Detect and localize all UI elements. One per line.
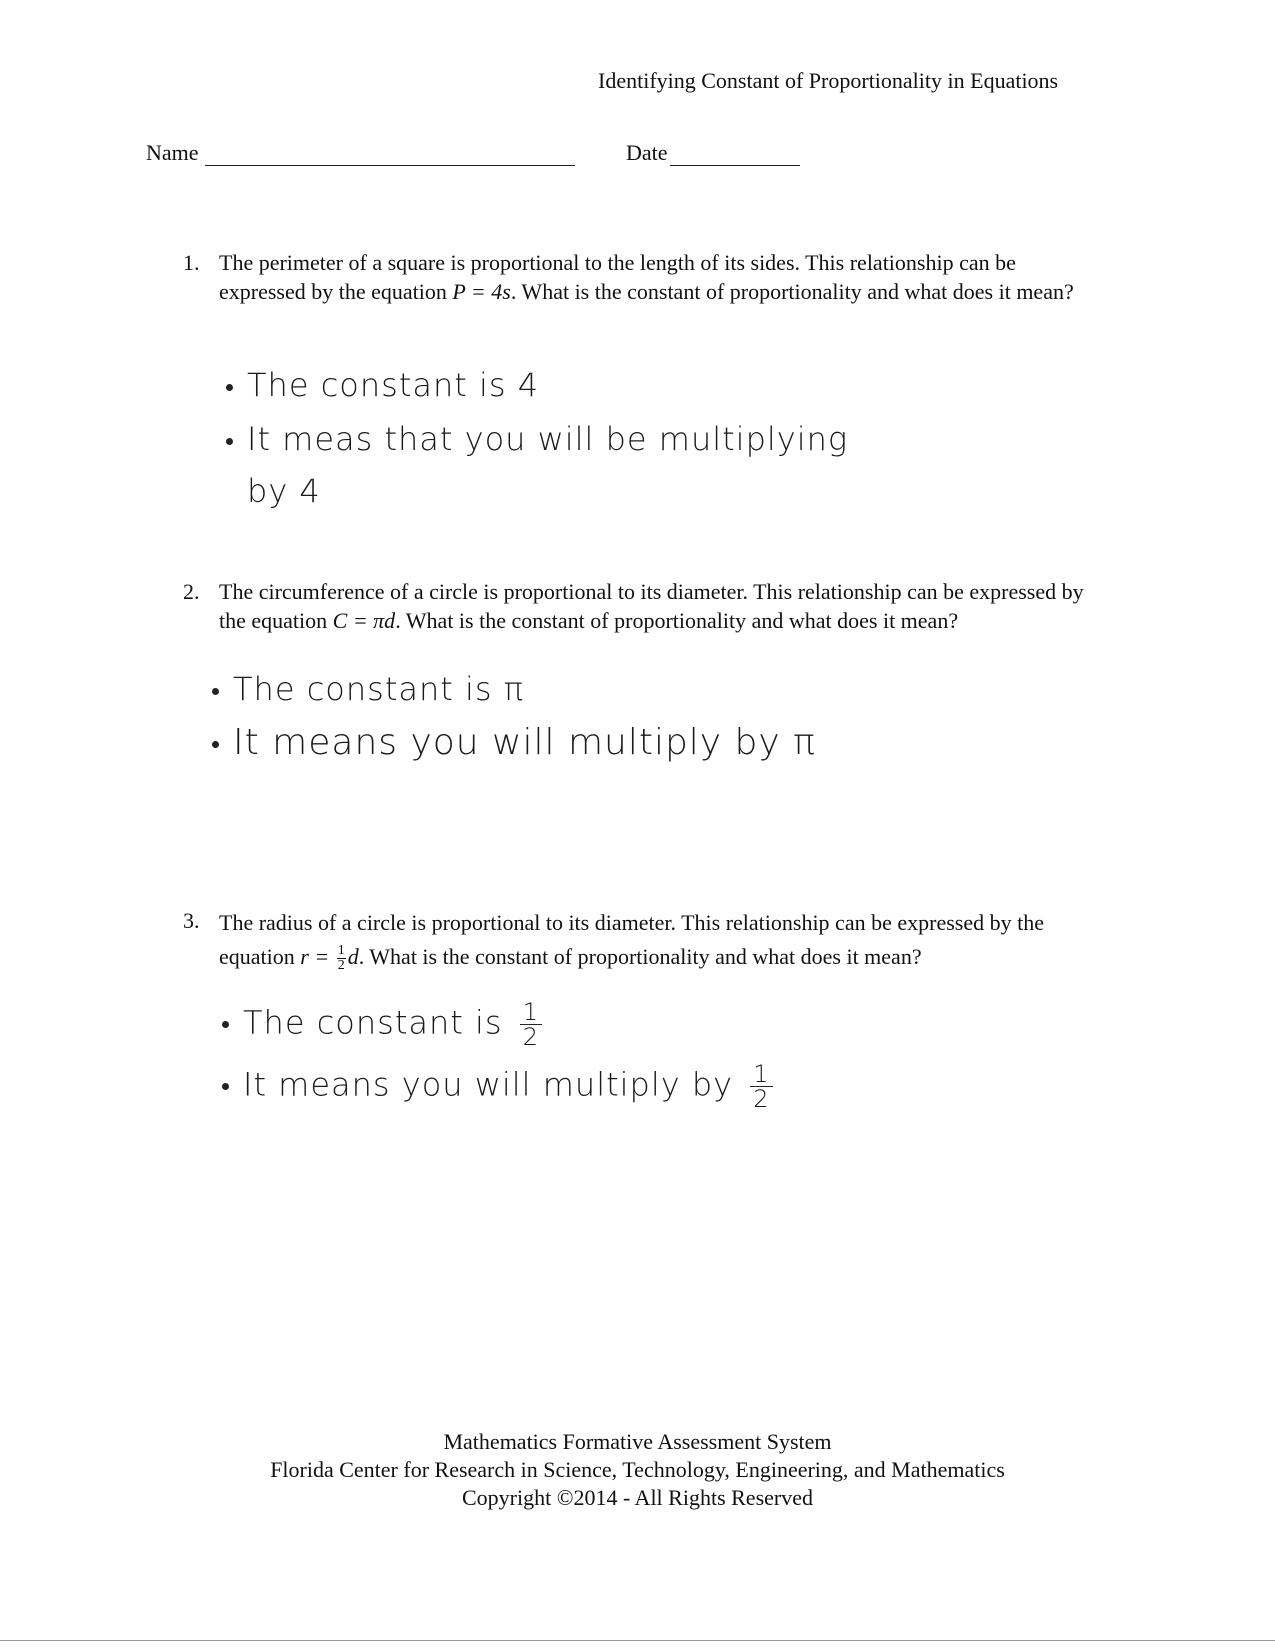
bullet-icon [212, 741, 219, 748]
handwritten-answer: The constant is 4 [226, 366, 539, 404]
bullet-icon [222, 1083, 229, 1090]
footer-line-1: Mathematics Formative Assessment System [443, 1429, 832, 1454]
equation-fraction: $\frac{1}{2}$ [337, 943, 345, 974]
question-text: The perimeter of a square is proportional to the length of its sides. This relationship can be expressed by the equation P = 4s. What is the constant of proportionality and what does it mean? [219, 250, 1074, 304]
name-field[interactable] [205, 143, 575, 166]
handwritten-fraction: $\frac{1}{2}$ [520, 1000, 542, 1049]
page-title: Identifying Constant of Proportionality in Equations [598, 68, 1059, 93]
footer [0, 1428, 1275, 1512]
scan-edge-rule [0, 1640, 1275, 1641]
question-text: The circumference of a circle is proportional to its diameter. This relationship can be expressed by the equation C = πd. What is the constant of proportionality and what does it mean? [219, 579, 1084, 633]
handwritten-fraction: $\frac{1}{2}$ [750, 1062, 772, 1111]
date-field[interactable] [670, 143, 800, 166]
question-number: 1. [183, 250, 200, 275]
equation: C = πd [332, 608, 396, 633]
name-label: Name [146, 140, 199, 165]
footer-line-3: Copyright ©2014 - All Rights Reserved [462, 1485, 813, 1510]
footer-line-2: Florida Center for Research in Science, Technology, Engineering, and Mathematics [270, 1457, 1005, 1482]
bullet-icon [222, 1021, 229, 1028]
name-field-row [146, 140, 575, 166]
equation: P = 4s [452, 279, 511, 304]
bullet-icon [226, 438, 233, 445]
handwritten-answer: It means you will multiply by $\frac{1}{2}$ [222, 1062, 773, 1111]
date-label: Date [626, 140, 668, 165]
question-text: The radius of a circle is proportional to its diameter. This relationship can be expressed by the equation r = $\frac{1}{2}$ d. What is the constant of proportionality and what does it mean? [219, 910, 1044, 974]
question-number: 2. [183, 579, 200, 604]
handwritten-answer: by 4 [247, 472, 321, 510]
handwritten-answer: It meas that you will be multiplying [226, 420, 848, 458]
handwritten-answer: It means you will multiply by π [212, 722, 816, 763]
question-number: 3. [183, 908, 200, 933]
bullet-icon [226, 384, 233, 391]
date-field-row [626, 140, 800, 166]
handwritten-answer: The constant is π [212, 670, 524, 708]
handwritten-answer: The constant is $\frac{1}{2}$ [222, 1000, 542, 1049]
bullet-icon [212, 688, 219, 695]
